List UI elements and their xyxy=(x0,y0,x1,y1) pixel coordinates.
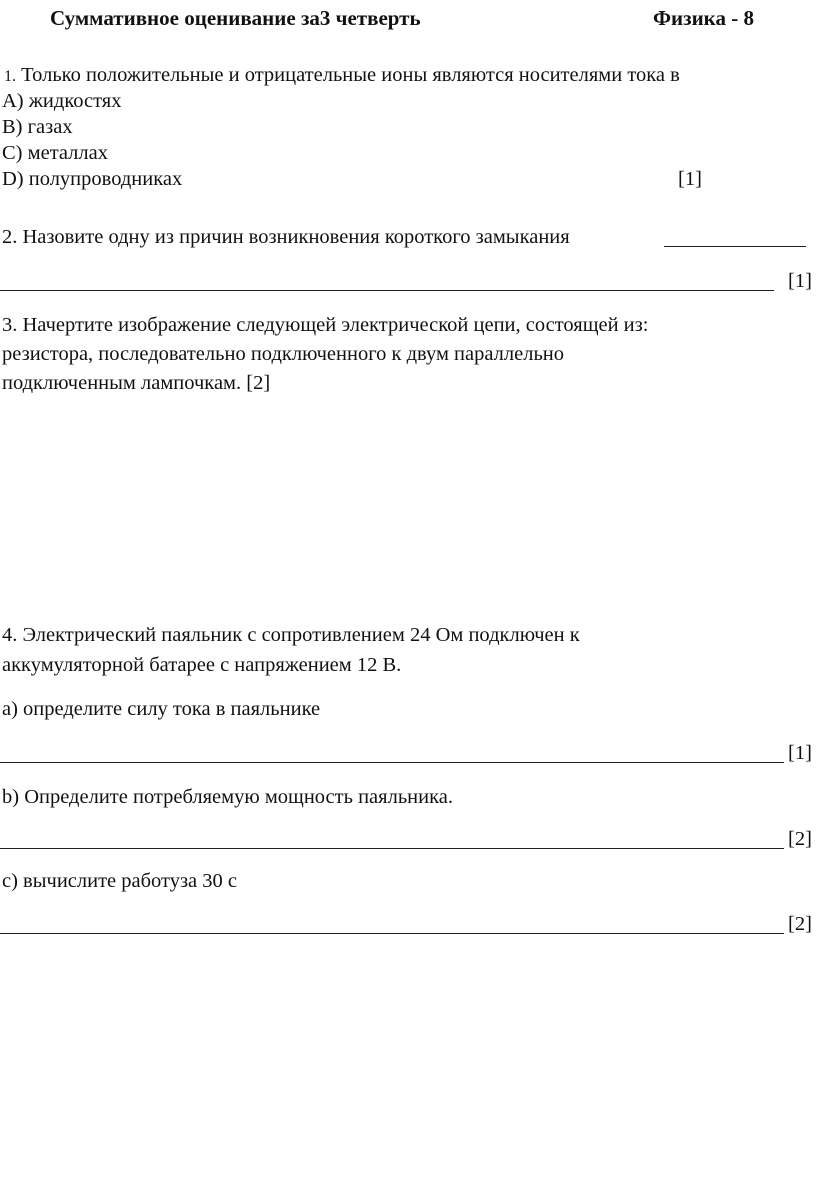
drawing-area[interactable] xyxy=(0,400,816,610)
question-4a-mark: [1] xyxy=(788,742,812,764)
question-1-number: 1. xyxy=(4,68,16,85)
question-1-mark: [1] xyxy=(678,168,702,190)
question-4b-text: b) Определите потребляемую мощность паяльника. xyxy=(2,786,453,808)
question-3-line-1: 3. Начертите изображение следующей электрической цепи, состоящей из: xyxy=(2,314,649,336)
answer-line[interactable] xyxy=(664,246,806,247)
question-1-option-a: A) жидкостях xyxy=(2,90,122,112)
question-4c-text: c) вычислите работуза 30 с xyxy=(2,870,238,892)
question-1-option-c: C) металлах xyxy=(2,142,108,164)
worksheet-title: Суммативное оценивание за3 четверть xyxy=(50,6,421,30)
question-2-text: 2. Назовите одну из причин возникновения короткого замыкания xyxy=(2,226,570,248)
answer-line[interactable] xyxy=(0,933,784,934)
answer-line[interactable] xyxy=(0,290,774,291)
question-4c-mark: [2] xyxy=(788,913,812,935)
question-1-text: Только положительные и отрицательные ионы являются носителями тока в xyxy=(21,64,680,86)
question-4b-mark: [2] xyxy=(788,828,812,850)
answer-line[interactable] xyxy=(0,762,784,763)
subject-label: Физика - 8 xyxy=(653,6,754,30)
question-4-line-2: аккумуляторной батарее с напряжением 12 В. xyxy=(2,654,402,676)
question-2-mark: [1] xyxy=(788,270,812,292)
question-3-line-2: резистора, последовательно подключенного к двум параллельно xyxy=(2,343,565,365)
question-1-option-d: D) полупроводниках xyxy=(2,168,183,190)
question-4a-text: a) определите силу тока в паяльнике xyxy=(2,698,321,720)
question-1-option-b: B) газах xyxy=(2,116,73,138)
question-1 xyxy=(4,62,680,90)
question-4-line-1: 4. Электрический паяльник с сопротивлением 24 Ом подключен к xyxy=(2,624,580,646)
answer-line[interactable] xyxy=(0,848,784,849)
question-3-line-3: подключенным лампочкам. [2] xyxy=(2,372,271,394)
